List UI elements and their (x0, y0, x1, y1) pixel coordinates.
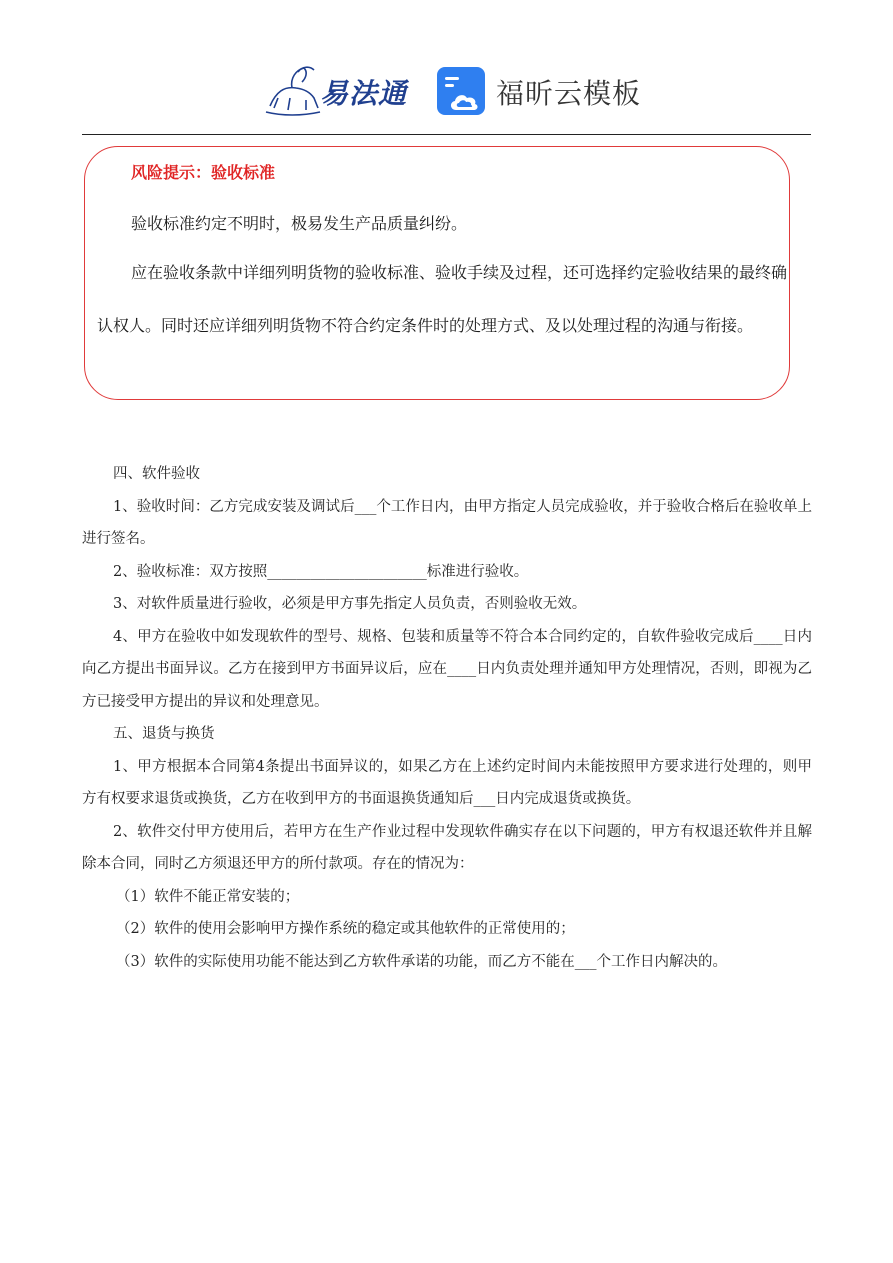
clause-4-4: 4、甲方在验收中如发现软件的型号、规格、包装和质量等不符合本合同约定的，自软件验收完成后____日内向乙方提出书面异议。乙方在接到甲方书面异议后，应在____日内负责处理并通知甲方处理情况，否则，即视为乙方已接受甲方提出的异议和处理意见。 (82, 628, 812, 710)
page-header (0, 0, 893, 135)
logo2-text: 福昕云模板 (496, 77, 642, 110)
cloud-document-icon (436, 66, 486, 116)
clause-5-2-item-1: （1）软件不能正常安装的； (116, 888, 300, 905)
clause-5-2-item-2: （2）软件的使用会影响甲方操作系统的稳定或其他软件的正常使用的； (116, 921, 575, 937)
clause-5-2: 2、软件交付甲方使用后，若甲方在生产作业过程中发现软件确实存在以下问题的，甲方有权退还软件并且解除本合同，同时乙方须退还甲方的所付款项。存在的情况为： (82, 823, 812, 872)
clause-5-2-item-3: （3）软件的实际使用功能不能达到乙方软件承诺的功能，而乙方不能在___个工作日内解决的。 (116, 953, 727, 970)
clause-4-2: 2、验收标准：双方按照______________________标准进行验收。 (113, 563, 529, 580)
risk-paragraph-2: 应在验收条款中详细列明货物的验收标准、验收手续及过程，还可选择约定验收结果的最终确认权人。同时还应详细列明货物不符合约定条件时的处理方式、及以处理过程的沟通与衔接。 (97, 263, 788, 335)
risk-paragraph-1: 验收标准约定不明时，极易发生产品质量纠纷。 (131, 214, 468, 233)
contract-body (82, 458, 812, 978)
clause-4-3: 3、对软件质量进行验收，必须是甲方事先指定人员负责，否则验收无效。 (113, 596, 587, 612)
risk-title: 风险提示：验收标准 (131, 163, 276, 182)
section-4-title: 四、软件验收 (113, 466, 200, 482)
header-divider (82, 134, 811, 135)
section-5-title: 五、退货与换货 (113, 726, 215, 742)
logo1-text: 易法通 (320, 77, 408, 110)
clause-5-1: 1、甲方根据本合同第4条提出书面异议的，如果乙方在上述约定时间内未能按照甲方要求进行处理的，则甲方有权要求退货或换货，乙方在收到甲方的书面退换货通知后___日内完成退货或换货。 (82, 758, 812, 807)
clause-4-1: 1、验收时间：乙方完成安装及调试后___个工作日内，由甲方指定人员完成验收，并于验收合格后在验收单上进行签名。 (82, 498, 812, 547)
